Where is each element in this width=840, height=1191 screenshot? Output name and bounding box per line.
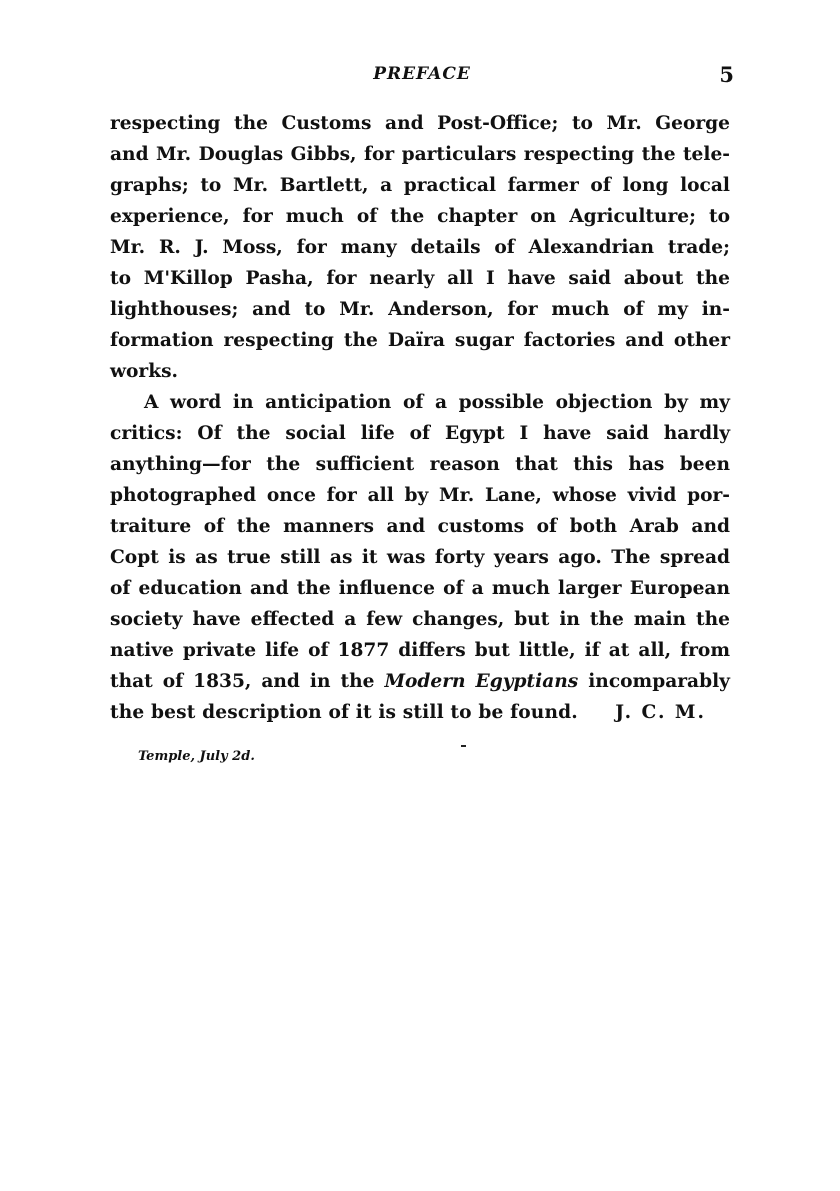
- closing-text: the best description of it is still to be found.: [110, 702, 578, 723]
- text-line: formation respecting the Daïra sugar factories and other: [110, 330, 730, 351]
- text-line: to M'Killop Pasha, for nearly all I have said about the: [110, 268, 730, 289]
- page-number: 5: [719, 62, 734, 87]
- text-before-title: that of 1835, and in the: [110, 671, 375, 692]
- author-signature: J. C. M.: [615, 702, 706, 723]
- running-title: PREFACE: [373, 64, 471, 84]
- print-mark: [461, 745, 466, 747]
- text-line: and Mr. Douglas Gibbs, for particulars respecting the tele-: [110, 144, 730, 165]
- closing-line: [110, 697, 730, 728]
- text-line: Copt is as true still as it was forty years ago. The spread: [110, 547, 730, 568]
- body-text: [110, 108, 730, 728]
- text-line: society have effected a few changes, but in the main the: [110, 609, 730, 630]
- text-line-with-title: [110, 666, 730, 697]
- text-line: of education and the influence of a much larger European: [110, 578, 730, 599]
- text-line: photographed once for all by Mr. Lane, whose vivid por-: [110, 485, 730, 506]
- text-line: traiture of the manners and customs of both Arab and: [110, 516, 730, 537]
- dateline: Temple, July 2d.: [138, 749, 255, 764]
- text-line: graphs; to Mr. Bartlett, a practical farmer of long local: [110, 175, 730, 196]
- text-line: respecting the Customs and Post-Office; to Mr. George: [110, 113, 730, 134]
- text-line: native private life of 1877 differs but little, if at all, from: [110, 640, 730, 661]
- text-line: experience, for much of the chapter on Agriculture; to: [110, 206, 730, 227]
- paragraph-first-line: A word in anticipation of a possible objection by my: [144, 392, 730, 413]
- book-title: Modern Egyptians: [384, 671, 579, 692]
- text-after-title: incomparably: [588, 671, 730, 692]
- text-line: Mr. R. J. Moss, for many details of Alexandrian trade;: [110, 237, 730, 258]
- text-line: works.: [110, 361, 179, 382]
- text-line: critics: Of the social life of Egypt I have said hardly: [110, 423, 730, 444]
- running-header: [110, 64, 734, 94]
- text-line: anything—for the sufficient reason that this has been: [110, 454, 730, 475]
- text-line: lighthouses; and to Mr. Anderson, for much of my in-: [110, 299, 730, 320]
